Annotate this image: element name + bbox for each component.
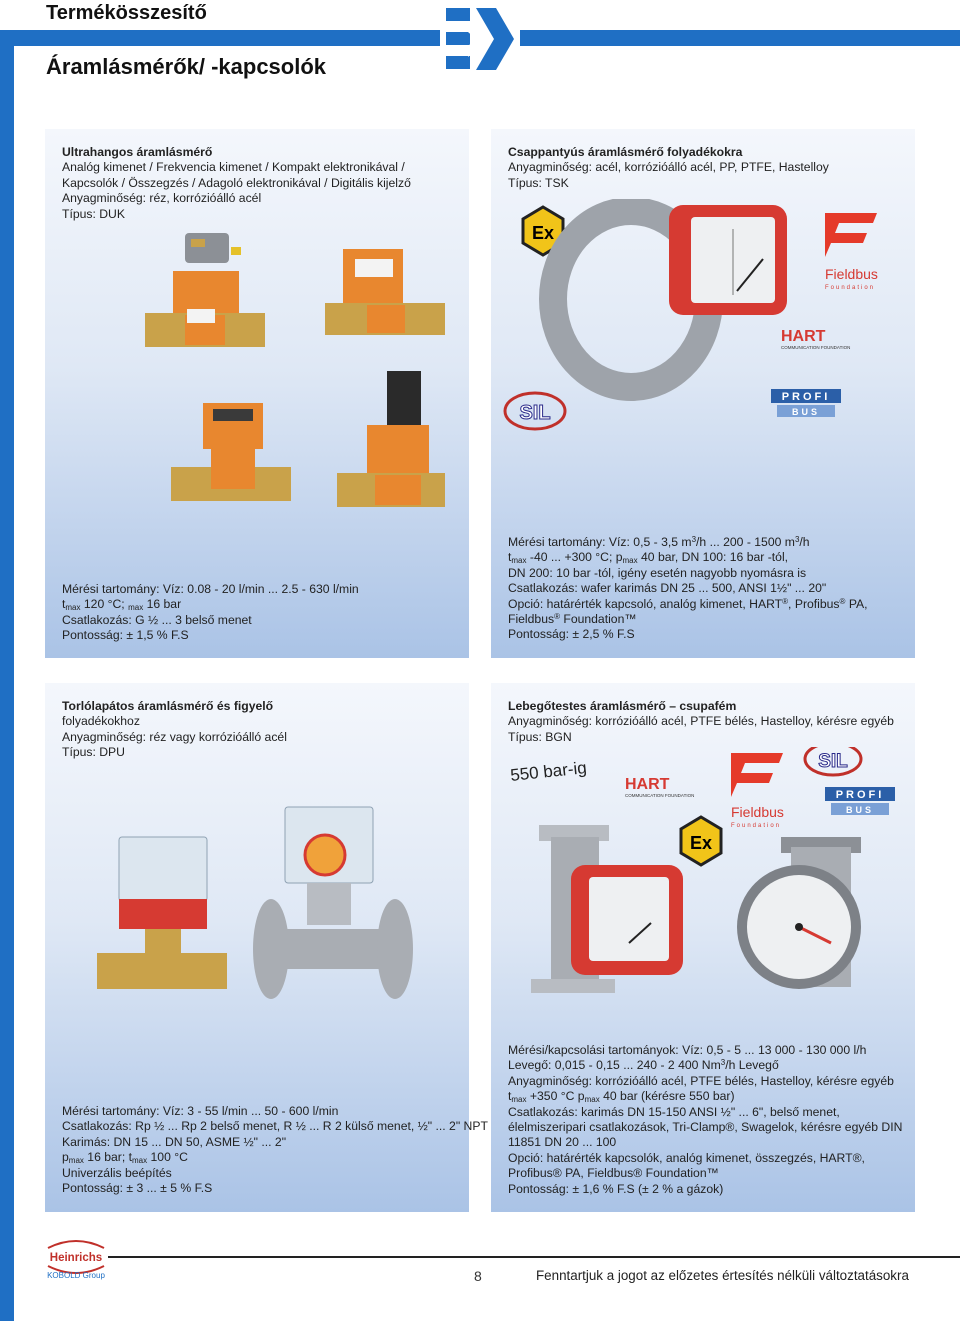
page-number: 8: [474, 1268, 482, 1284]
product-title: Ultrahangos áramlásmérő: [62, 145, 213, 159]
spec-line: Mérési tartomány: Víz: 0,5 - 3,5 $m^3/h$ ... 200 - 1500 $m^3/h$: [508, 535, 810, 549]
spec-line: Levegő: 0,015 - 0,15 ... 240 - 2 400 Nm$^3$/h Levegő: [508, 1058, 779, 1073]
spec-line: élelmiszeripari csatlakozások, Tri-Clamp®, Swagelok, kérésre egyéb DIN: [508, 1120, 903, 1135]
bgn-steel-meter-icon: [737, 837, 861, 989]
product-panel-dpu: [45, 683, 488, 1212]
spec-line: Karimás: DN 15 ... DN 50, ASME ½" ... 2": [62, 1134, 287, 1149]
svg-text:Ex: Ex: [689, 833, 713, 853]
svg-text:BUS: BUS: [791, 407, 821, 417]
product-panel-tsk: [491, 129, 915, 658]
svg-text:SIL: SIL: [818, 751, 848, 772]
product-type: Típus: DUK: [62, 206, 125, 221]
dpu-brass-device-icon: [97, 837, 227, 989]
duk-device-icon: [337, 371, 445, 507]
profibus-logo-icon: [771, 389, 841, 417]
product-intro-line: Anyagminőség: réz vagy korrózióálló acél: [62, 729, 287, 744]
product-panel-bgn: [491, 683, 915, 1212]
product-intro-line: Anyagminőség: réz, korrózióálló acél: [62, 191, 262, 206]
product-title: Lebegőtestes áramlásmérő – csupafém: [508, 699, 737, 713]
bgn-product-photo: [491, 747, 915, 997]
ex-certification-icon: [681, 817, 721, 865]
svg-text:Fieldbus: Fieldbus: [825, 266, 878, 282]
kobold-arrow-logo-icon: [446, 6, 516, 72]
svg-text:HART: HART: [781, 328, 826, 345]
svg-text:COMMUNICATION FOUNDATION: COMMUNICATION FOUNDATION: [781, 345, 851, 350]
pressure-callout: 550 bar-ig: [509, 758, 588, 785]
spec-line: $t_{max}$ -40 ... +300 °C; $p_{max}$ 40 bar, DN 100: 16 bar -tól,: [508, 550, 789, 566]
panel-header: [62, 699, 457, 761]
tsk-product-photo: [491, 199, 915, 439]
fieldbus-logo-icon: [825, 213, 878, 291]
hart-logo-icon: [625, 776, 694, 798]
heinrichs-logo-icon: [44, 1232, 108, 1284]
panel-header: [508, 699, 903, 745]
spec-line: Csatlakozás: wafer karimás DN 25 ... 500, ANSI 1½" ... 20": [508, 581, 827, 596]
svg-text:Ex: Ex: [531, 223, 555, 243]
spec-line: Mérési/kapcsolási tartományok: Víz: 0,5 - 5 ... 13 000 - 130 000 l/h: [508, 1043, 867, 1057]
dpu-flanged-device-icon: [253, 807, 413, 999]
product-type: Típus: DPU: [62, 745, 125, 760]
spec-line: Csatlakozás: G ½ ... 3 belső menet: [62, 612, 252, 627]
svg-text:BUS: BUS: [845, 805, 875, 815]
svg-text:KOBOLD Group: KOBOLD Group: [47, 1271, 105, 1280]
spec-line: DN 200: 10 bar -tól, igény esetén nagyobb nyomásra is: [508, 565, 807, 580]
svg-text:HART: HART: [625, 776, 670, 793]
profibus-logo-icon: [825, 787, 895, 815]
spec-line: Pontosság: ± 2,5 % F.S: [508, 627, 635, 642]
spec-line: $p_{max}$ 16 bar; $t_{max}$ 100 °C: [62, 1150, 188, 1166]
panel-specs: [62, 1104, 488, 1196]
left-sidebar-bar: [0, 30, 14, 1321]
product-intro-line: folyadékokhoz: [62, 714, 140, 729]
svg-text:PROFI: PROFI: [835, 789, 885, 801]
spec-line: Univerzális beépítés: [62, 1165, 172, 1180]
duk-device-icon: [145, 233, 265, 347]
spec-line: Pontosság: ± 1,6 % F.S (± 2 % a gázok): [508, 1181, 724, 1196]
svg-text:Foundation: Foundation: [825, 285, 876, 291]
product-type: Típus: BGN: [508, 729, 572, 744]
svg-text:Heinrichs: Heinrichs: [49, 1252, 103, 1264]
panel-specs: [508, 1043, 903, 1197]
panel-header: [508, 145, 903, 191]
spec-line: Pontosság: ± 1,5 % F.S: [62, 628, 189, 643]
spec-line: Csatlakozás: karimás DN 15-150 ANSI ½" ... 6", belső menet,: [508, 1104, 840, 1119]
panel-specs: [62, 582, 457, 644]
product-intro-line: Analóg kimenet / Frekvencia kimenet / Kompakt elektronikával /: [62, 160, 405, 175]
fieldbus-logo-icon: [731, 753, 784, 829]
sil-logo-icon: [505, 393, 565, 429]
tsk-wafer-meter-icon: [553, 205, 787, 387]
spec-line: Opció: határérték kapcsolók, analóg kimenet, összegzés, HART®,: [508, 1150, 865, 1165]
sil-logo-icon: [805, 747, 861, 775]
footer-rule: [108, 1256, 960, 1258]
panel-header: [62, 145, 457, 222]
spec-line: $t_{max}$ 120 °C; $_{max}$ 16 bar: [62, 597, 182, 613]
footer-disclaimer: Fenntartjuk a jogot az előzetes értesítés nélküli változtatásokra: [536, 1268, 909, 1283]
duk-device-icon: [325, 249, 445, 335]
header-bar-right: [520, 30, 960, 46]
spec-line: Opció: határérték kapcsoló, analóg kimenet, HART®, Profibus® PA,: [508, 596, 868, 611]
spec-line: 11851 DN 20 ... 100: [508, 1135, 617, 1150]
svg-text:PROFI: PROFI: [781, 391, 831, 403]
spec-line: Fieldbus® Foundation™: [508, 612, 637, 627]
bgn-red-meter-icon: [531, 825, 683, 993]
duk-product-photo: [85, 225, 445, 545]
spec-line: Anyagminőség: korrózióálló acél, PTFE bélés, Hastelloy, kérésre egyéb: [508, 1073, 894, 1088]
product-intro-line: Anyagminőség: korrózióálló acél, PTFE bélés, Hastelloy, kérésre egyéb: [508, 714, 894, 729]
spec-line: Pontosság: ± 3 ... ± 5 % F.S: [62, 1181, 213, 1196]
svg-text:COMMUNICATION FOUNDATION: COMMUNICATION FOUNDATION: [625, 793, 695, 798]
spec-line: Profibus® PA, Fieldbus® Foundation™: [508, 1166, 719, 1181]
product-type: Típus: TSK: [508, 175, 569, 190]
spec-line: $t_{max} +350$ °C $p_{max}$ 40 bar (kérésre 550 bar): [508, 1089, 735, 1105]
product-panel-duk: [45, 129, 469, 658]
product-intro-line: Kapcsolók / Összegzés / Adagoló elektronikával / Digitális kijelző: [62, 175, 411, 190]
dpu-product-photo: [85, 803, 425, 1023]
hart-logo-icon: [781, 328, 850, 350]
product-title: Torlólapátos áramlásmérő és figyelő: [62, 699, 274, 713]
spec-line: Mérési tartomány: Víz: 0.08 - 20 l/min ... 2.5 - 630 l/min: [62, 582, 359, 596]
page-title: Áramlásmérők/ -kapcsolók: [46, 54, 327, 79]
product-intro-line: Anyagminőség: acél, korrózióálló acél, PP, PTFE, Hastelloy: [508, 160, 829, 175]
product-title: Csappantyús áramlásmérő folyadékokra: [508, 145, 743, 159]
spec-line: Mérési tartomány: Víz: 3 - 55 l/min ... 50 - 600 l/min: [62, 1104, 339, 1118]
svg-text:Foundation: Foundation: [731, 823, 782, 829]
duk-device-icon: [171, 403, 291, 501]
svg-text:Fieldbus: Fieldbus: [731, 804, 784, 820]
panel-specs: [508, 535, 903, 643]
svg-text:SIL: SIL: [519, 402, 551, 424]
header-bar-left: [0, 30, 440, 46]
spec-line: Csatlakozás: Rp ½ ... Rp 2 belső menet, R ½ ... R 2 külső menet, ½" ... 2" NPT: [62, 1119, 488, 1134]
section-title: Termékösszesítő: [46, 2, 207, 24]
